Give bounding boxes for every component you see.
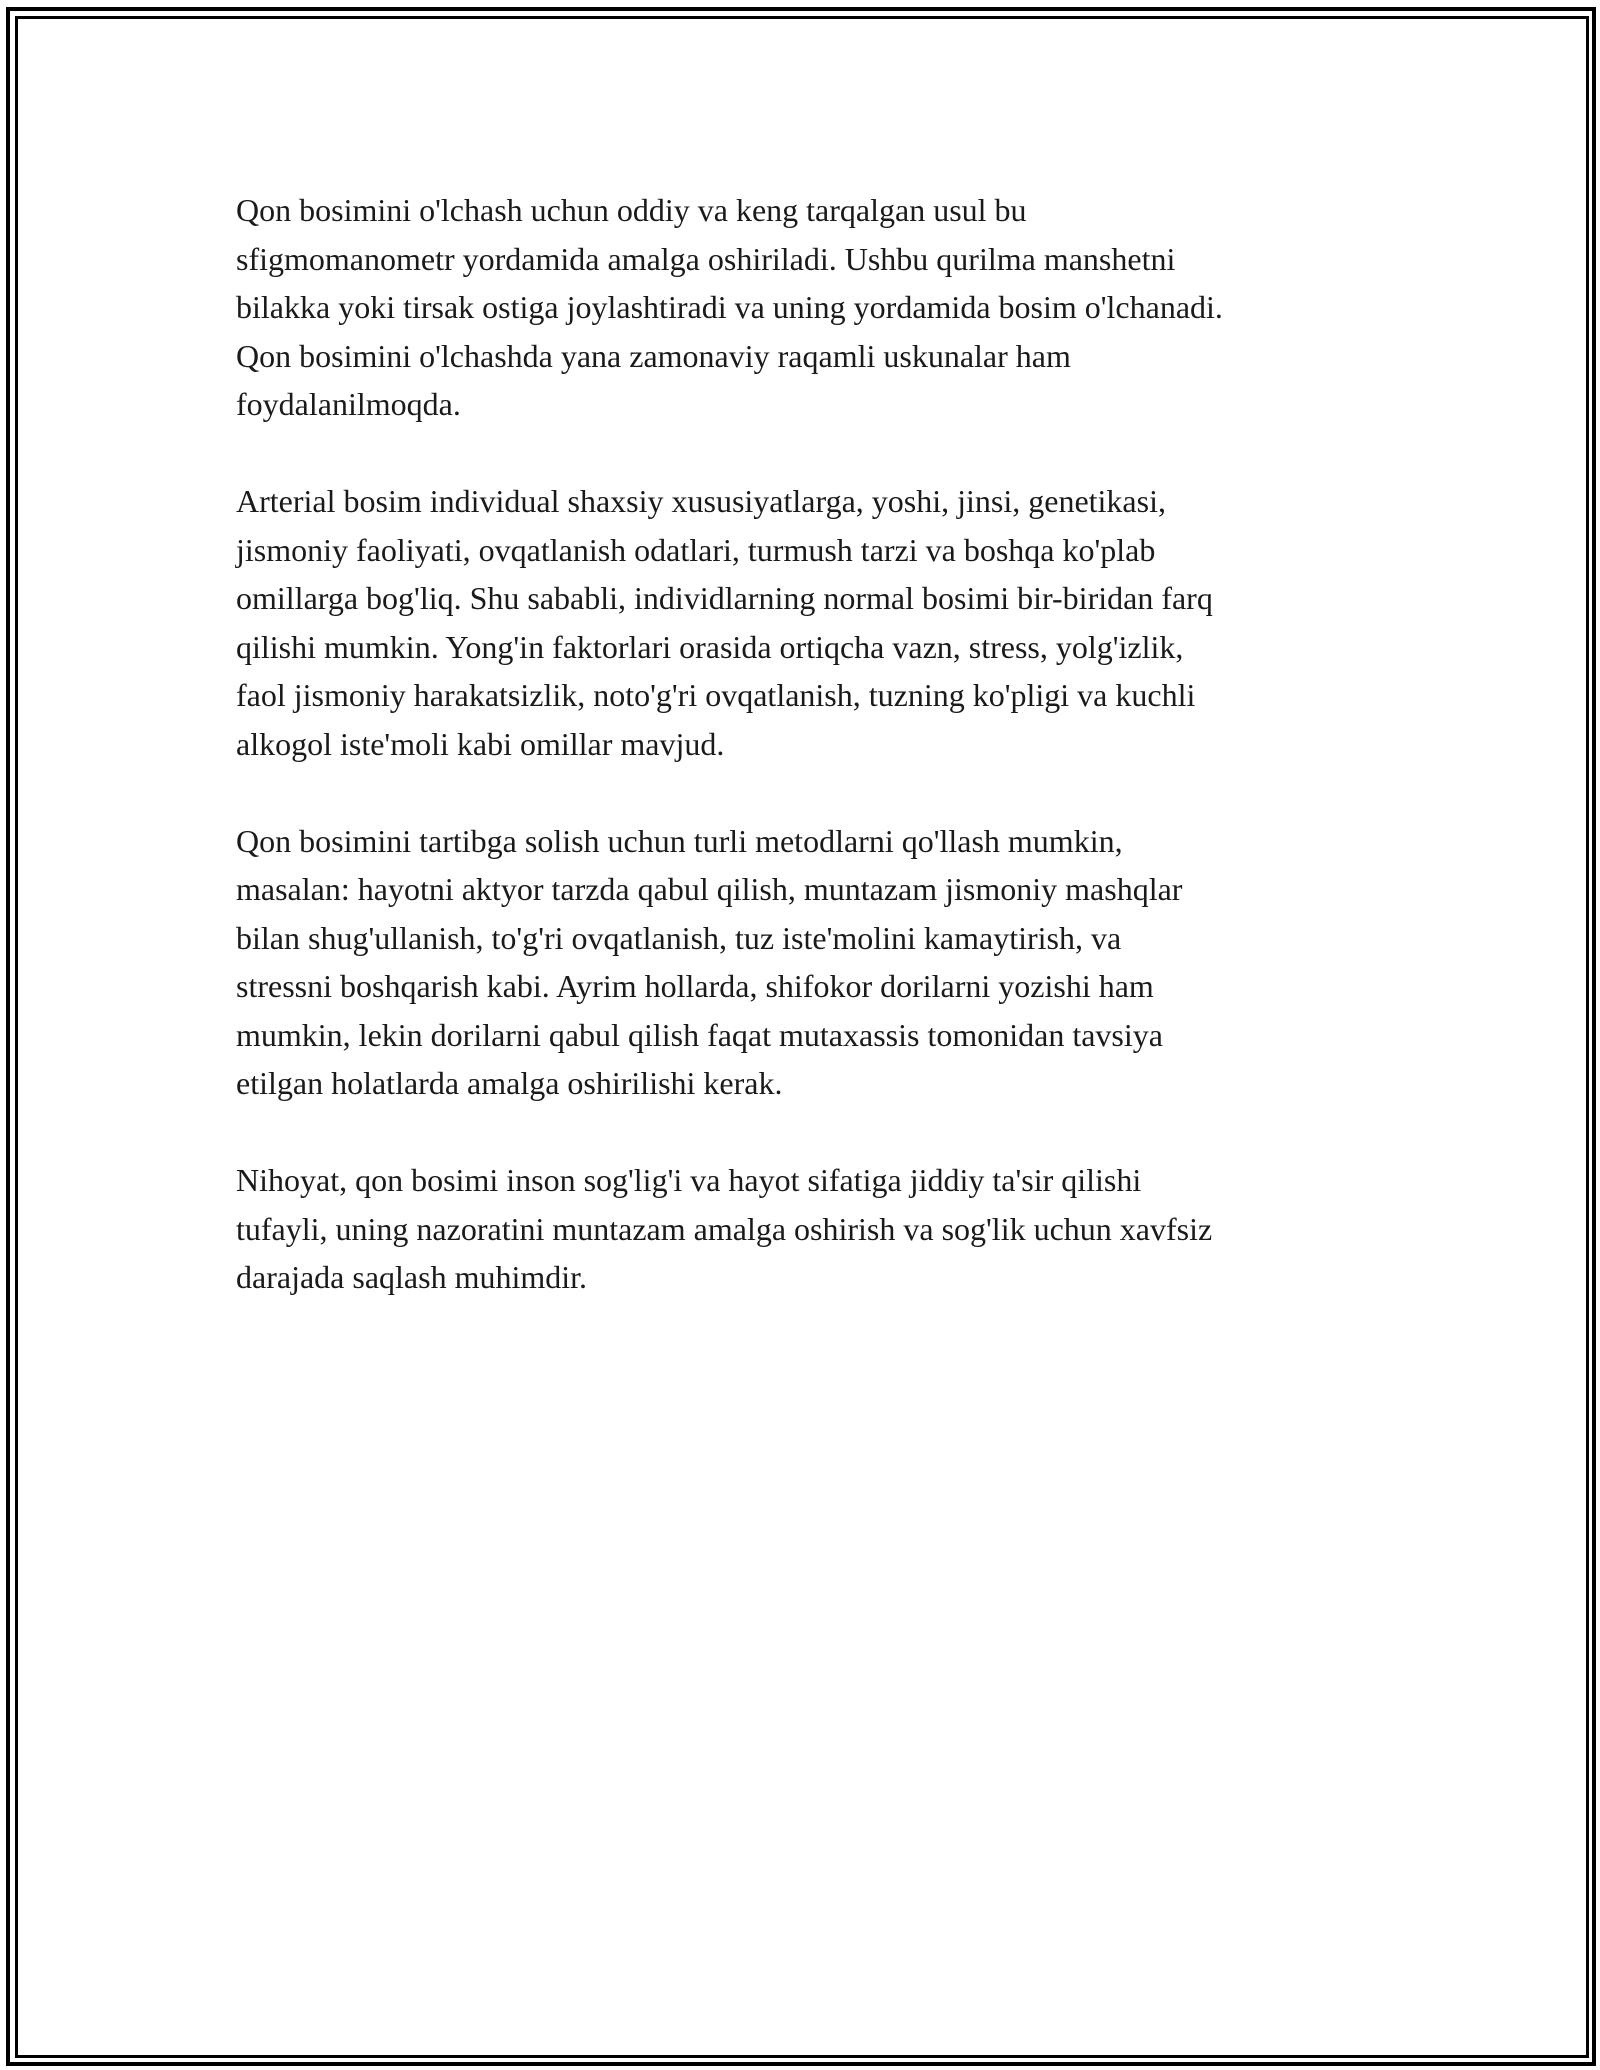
document-body bbox=[236, 186, 1386, 1350]
paragraph-4: Nihoyat, qon bosimi inson sog'lig'i va hayot sifatiga jiddiy ta'sir qilishi tufayli, uning nazoratini muntazam amalga oshirish va sog'lik uchun xavfsiz darajada saqlash muhimdir. bbox=[236, 1162, 1213, 1295]
paragraph-3: Qon bosimini tartibga solish uchun turli metodlarni qo'llash mumkin, masalan: hayotni aktyor tarzda qabul qilish, muntazam jismoniy mashqlar bilan shug'ullanish, to'g'ri ovqatlanish, tuz iste'molini kamaytirish, va stressni boshqarish kabi. Ayrim hollarda, shifokor dorilarni yozishi ham mumkin, lekin dorilarni qabul qilish faqat mutaxassis tomonidan tavsiya etilgan holatlarda amalga oshirilishi kerak. bbox=[236, 822, 1183, 1101]
paragraph-1: Qon bosimini o'lchash uchun oddiy va keng tarqalgan usul bu sfigmomanometr yordamida amalga oshiriladi. Ushbu qurilma manshetni bilakka yoki tirsak ostiga joylashtiradi va uning yordamida bosim o'lchanadi. Qon bosimini o'lchashda yana zamonaviy raqamli uskunalar ham foydalanilmoqda. bbox=[236, 192, 1223, 422]
paragraph-2: Arterial bosim individual shaxsiy xususiyatlarga, yoshi, jinsi, genetikasi, jismoniy faoliyati, ovqatlanish odatlari, turmush tarzi va boshqa ko'plab omillarga bog'liq. Shu sababli, individlarning normal bosimi bir-biridan farq qilishi mumkin. Yong'in faktorlari orasida ortiqcha vazn, stress, yolg'izlik, faol jismoniy harakatsizlik, noto'g'ri ovqatlanish, tuzning ko'pligi va kuchli alkogol iste'moli kabi omillar mavjud. bbox=[236, 483, 1213, 762]
